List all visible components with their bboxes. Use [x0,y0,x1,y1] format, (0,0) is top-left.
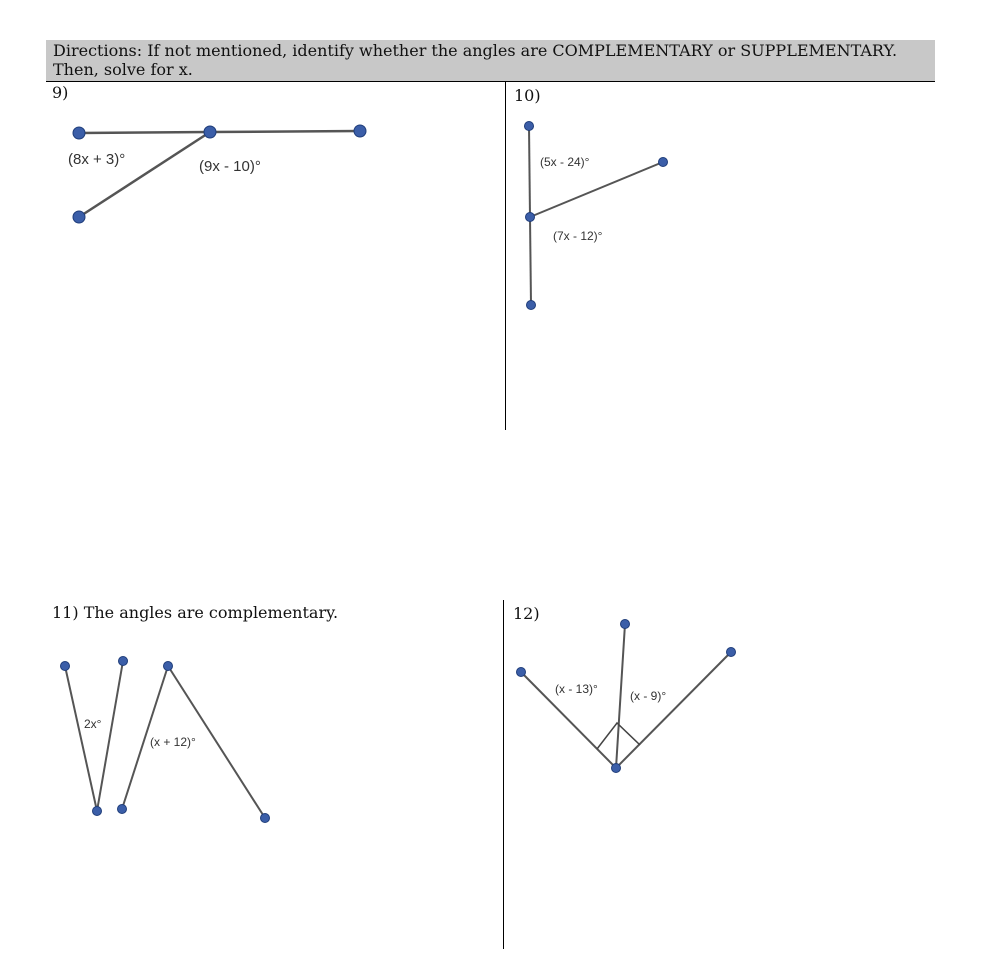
diagram-12-ray-middle [616,624,625,768]
diagram-11-point [261,814,270,823]
directions-banner: Directions: If not mentioned, identify whether the angles are COMPLEMENTARY or SUPPLEMENTARY. Then, solve for x. [46,40,935,82]
diagram-9-vertex [204,126,216,138]
diagram-10-ray-down [530,217,531,305]
diagram-10-point [527,301,536,310]
diagram-10-angle-label-1: (5x - 24)° [540,155,590,169]
diagram-9-point [73,211,85,223]
diagram-10-ray-diagonal [530,162,663,217]
diagram-9-angle-label-1: (8x + 3)° [68,151,126,168]
diagram-11-point [118,805,127,814]
diagram-12-angle-label-1: (x - 13)° [555,682,598,696]
diagram-11 [61,657,270,823]
diagram-11-point [119,657,128,666]
diagram-11-ray [97,661,123,811]
problem-11-number: 11) The angles are complementary. [52,603,339,622]
diagram-11-vertex [164,662,173,671]
diagram-9-point [73,127,85,139]
diagram-11-point [61,662,70,671]
diagram-9-ray-diagonal [79,132,210,217]
diagram-9 [68,125,366,223]
diagram-11-angle-label-1: 2x° [84,717,102,731]
diagram-10 [525,122,668,310]
diagram-12-angle-label-2: (x - 9)° [630,689,667,703]
problem-12-number: 12) [513,604,540,623]
diagram-9-ray-right [210,131,360,132]
diagram-12 [517,620,736,773]
diagram-12-point [517,668,526,677]
diagram-10-vertex [526,213,535,222]
diagram-9-angle-label-2: (9x - 10)° [199,158,261,175]
problem-9-number: 9) [52,83,69,102]
diagram-10-point [525,122,534,131]
diagram-12-point [621,620,630,629]
diagram-12-ray-right [616,652,731,768]
problem-10-number: 10) [514,86,541,105]
diagram-10-ray-up [529,126,530,217]
diagram-10-point [659,158,668,167]
diagram-11-vertex [93,807,102,816]
diagram-10-angle-label-2: (7x - 12)° [553,229,603,243]
diagram-11-ray [65,666,97,811]
diagram-12-vertex [612,764,621,773]
diagram-11-angle-label-2: (x + 12)° [150,735,196,749]
diagram-9-point [354,125,366,137]
diagram-9-ray-left [79,132,210,133]
diagram-12-point [727,648,736,657]
